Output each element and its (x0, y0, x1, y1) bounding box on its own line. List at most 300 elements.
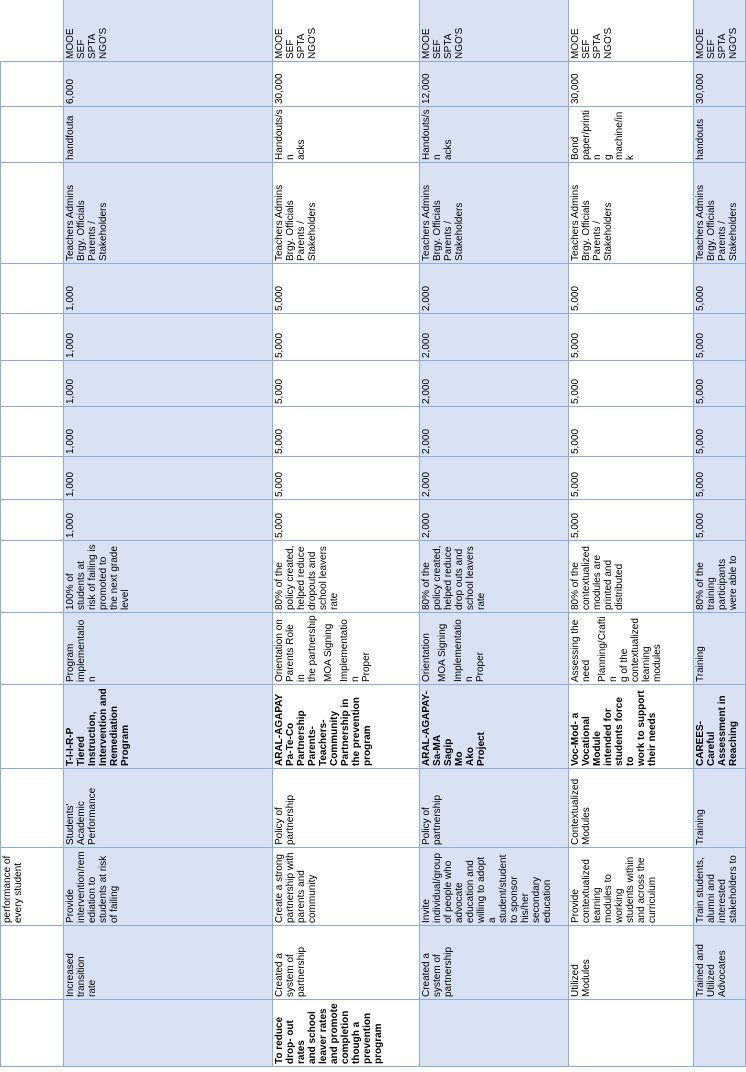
cell-line: handouts (695, 118, 706, 160)
table-cell (64, 500, 273, 541)
cell-line: learning (592, 887, 603, 923)
cell-line: 80% of the (570, 562, 581, 610)
cell-line: program (373, 1023, 384, 1064)
cell-line: SEF (432, 39, 443, 59)
table-cell (1, 62, 64, 107)
cell-line: Stakeholders (98, 202, 109, 261)
cell-line: 2,000 (421, 332, 432, 358)
cell-line: Teachers Admins (65, 184, 76, 261)
cell-line: Teachers Admins (421, 184, 432, 261)
cell-line: To reduce (274, 1016, 285, 1064)
table-row (420, 0, 569, 1067)
cell-line: Parents / (87, 220, 98, 261)
cell-line: Parents / (443, 220, 454, 261)
table-cell (273, 457, 420, 500)
cell-line: Planning/Craftin (597, 616, 619, 682)
cell-line: NGO'S (98, 27, 109, 59)
cell-line: MOA Signing (323, 623, 334, 682)
cell-line: contextualized (581, 859, 592, 923)
cell-line: Advocates (717, 950, 728, 997)
cell-line: SEF (581, 39, 592, 59)
cell-line: Voc-Mod- a (570, 712, 581, 766)
table-cell (273, 848, 420, 926)
cell-line: SPTA (592, 33, 603, 59)
cell-line: Train students, (695, 857, 706, 923)
table-cell (64, 1000, 273, 1067)
table-cell (569, 163, 694, 264)
cell-line: MOOE (274, 28, 285, 59)
cell-line: Students' (65, 803, 76, 845)
cell-line: Parents Role in (285, 624, 307, 682)
cell-line: Proper (475, 651, 486, 682)
table-cell (64, 926, 273, 1000)
cell-line: Brgy. Officials (285, 200, 296, 261)
cell-line: participants (717, 558, 728, 610)
cell-line: Teachers Admins (570, 184, 581, 261)
table-cell (569, 107, 694, 163)
cell-line: Program (120, 724, 131, 766)
table-cell (569, 314, 694, 361)
cell-line: to sponsor (509, 876, 520, 923)
cell-line: Sagip (443, 738, 454, 766)
cell-line: Ako (465, 747, 476, 766)
table-cell (420, 107, 569, 163)
table-cell (694, 107, 746, 163)
cell-line: interested (717, 879, 728, 923)
cell-line: Trained and (695, 944, 706, 997)
cell-line: Community (329, 711, 340, 766)
cell-line: SEF (76, 39, 87, 59)
table-cell (64, 769, 273, 848)
cell-line: prevention (362, 1012, 373, 1064)
cell-line: contextualized (630, 618, 641, 682)
table-cell (694, 163, 746, 264)
cell-line: Brgy. Officials (581, 200, 592, 261)
cell-line: learning (641, 646, 652, 682)
table-row (64, 0, 273, 1067)
cell-line: Policy of (421, 807, 432, 845)
cell-line: NGO'S (728, 27, 739, 59)
cell-line: Tiered (76, 736, 87, 766)
cell-line: MOOE (421, 28, 432, 59)
cell-line: 2,000 (421, 512, 432, 538)
cell-line: Stakeholders (307, 202, 318, 261)
cell-line: T-I-I-R-P (65, 727, 76, 766)
table-cell (64, 0, 273, 62)
cell-line: dropouts and (307, 551, 318, 610)
cell-line: the next grade (109, 546, 120, 610)
cell-line: MOOE (570, 28, 581, 59)
cell-line: helped reduce (296, 546, 307, 610)
cell-line: students force to (614, 697, 636, 766)
table-cell (1, 457, 64, 500)
cell-line: policy created, (285, 545, 296, 610)
table-cell (569, 926, 694, 1000)
cell-line: Sa-MA (432, 734, 443, 766)
cell-line: Partnership (296, 710, 307, 766)
cell-line: risk of failing is (87, 544, 98, 610)
table-cell (273, 613, 420, 685)
table-cell (1, 500, 64, 541)
cell-line: 12,000 (421, 73, 432, 104)
table-cell (420, 0, 569, 62)
cell-line: Academic (76, 801, 87, 845)
cell-line: drop- out rates (285, 1020, 307, 1064)
table-cell (694, 613, 746, 685)
cell-line: alumni and (706, 874, 717, 923)
cell-line: Brgy. Officials (706, 200, 717, 261)
cell-line: Created a (421, 953, 432, 997)
table-cell (64, 314, 273, 361)
cell-line: 2,000 (421, 471, 432, 497)
cell-line: 2,000 (421, 428, 432, 454)
table-cell (694, 314, 746, 361)
table-cell (694, 361, 746, 407)
cell-line: partnership (443, 946, 454, 997)
cell-line: Created a (274, 953, 285, 997)
cell-line: 1,000 (65, 332, 76, 358)
cell-line: Reaching (728, 720, 739, 766)
cell-line: stakeholders to (728, 855, 739, 923)
table-cell (420, 848, 569, 926)
cell-line: Handouts/sn (274, 109, 296, 160)
cell-line: students within (625, 856, 636, 923)
cell-line: education and (465, 860, 476, 923)
cell-line: partnership with (285, 852, 296, 923)
cell-line: 1,000 (65, 428, 76, 454)
table-cell (273, 0, 420, 62)
cell-line: Parents / (717, 220, 728, 261)
cell-line: 5,000 (570, 285, 581, 311)
table-cell (694, 264, 746, 314)
table-cell (273, 62, 420, 107)
cell-line: acks (296, 139, 307, 160)
table-cell (420, 62, 569, 107)
cell-line: Training (695, 646, 706, 682)
cell-line: SEF (706, 39, 717, 59)
cell-line: g of the (619, 648, 630, 682)
cell-line: Performance (87, 787, 98, 845)
cell-line: parents and (296, 870, 307, 923)
cell-line: 5,000 (274, 471, 285, 497)
table-cell (1, 314, 64, 361)
table-cell (694, 457, 746, 500)
cell-line: 80% of the (274, 562, 285, 610)
cell-line: modules are (592, 554, 603, 610)
cell-line: ARAL-AGAPAY (274, 693, 285, 766)
table-cell (1, 407, 64, 457)
cell-line: 30,000 (695, 73, 706, 104)
table-cell (273, 541, 420, 613)
cell-line: intended for (603, 708, 614, 766)
table-cell (1, 926, 64, 1000)
table-cell (569, 541, 694, 613)
cell-line: every student (13, 862, 24, 923)
cell-line: NGO'S (307, 27, 318, 59)
cell-line: Assessment in (717, 695, 728, 766)
cell-line: helped reduce (443, 546, 454, 610)
cell-line: need (581, 659, 592, 682)
table-cell (1, 613, 64, 685)
cell-line: and school (307, 1011, 318, 1064)
cell-line: CAREES- (695, 720, 706, 766)
table-cell (273, 1000, 420, 1067)
table-cell (420, 407, 569, 457)
table-cell (694, 1000, 746, 1067)
cell-line: program (362, 725, 373, 766)
cell-line: Stakeholders (603, 202, 614, 261)
table-cell (569, 457, 694, 500)
table-cell (1, 541, 64, 613)
cell-line: Utilized (706, 964, 717, 997)
cell-line: were able to (728, 555, 739, 610)
cell-line: paper/printin (581, 109, 603, 160)
table-cell (1, 848, 64, 926)
cell-line: 5,000 (274, 512, 285, 538)
cell-line: system of (432, 954, 443, 997)
cell-line: Orientation on (274, 619, 285, 682)
cell-line: MOOE (65, 28, 76, 59)
cell-line: Implementation (453, 619, 475, 682)
cell-line: 5,000 (274, 378, 285, 404)
cell-line: 5,000 (695, 285, 706, 311)
table-cell (64, 62, 273, 107)
cell-line: Careful (706, 731, 717, 766)
table-cell (64, 163, 273, 264)
cell-line: Bond (570, 136, 581, 160)
cell-line: modules (652, 644, 663, 682)
cell-line: a (487, 917, 498, 923)
table-cell (420, 541, 569, 613)
table-cell (273, 163, 420, 264)
cell-line: 5,000 (570, 471, 581, 497)
cell-line: Implementation (339, 619, 361, 682)
cell-line: and promote (329, 1003, 340, 1064)
table-cell (569, 264, 694, 314)
cell-line: Mo (454, 751, 465, 766)
cell-line: 5,000 (695, 428, 706, 454)
cell-line: partnership (296, 946, 307, 997)
cell-line: 1,000 (65, 512, 76, 538)
cell-line: Module (592, 731, 603, 766)
cell-line: handfouta (65, 115, 76, 160)
table-cell (420, 361, 569, 407)
cell-line: partnership (285, 794, 296, 845)
table-cell (64, 685, 273, 769)
table-cell (1, 1000, 64, 1067)
table-cell (64, 541, 273, 613)
table-cell (420, 685, 569, 769)
table-cell (273, 500, 420, 541)
table-cell (569, 613, 694, 685)
table-cell (420, 163, 569, 264)
cell-line: Policy of (274, 807, 285, 845)
cell-line: distributed (614, 563, 625, 610)
cell-line: the partnership (307, 615, 318, 682)
cell-line: NGO'S (603, 27, 614, 59)
cell-line: willing to adopt (476, 856, 487, 923)
cell-line: Teachers Admins (274, 184, 285, 261)
table-cell (273, 264, 420, 314)
table-cell (64, 264, 273, 314)
cell-line: 5,000 (570, 332, 581, 358)
cell-line: drop outs and (454, 548, 465, 610)
cell-line: individual/group (432, 852, 443, 923)
table-cell (569, 1000, 694, 1067)
cell-line: SPTA (443, 33, 454, 59)
cell-line: 5,000 (695, 471, 706, 497)
cell-line: Instruction, (87, 711, 98, 766)
cell-line: their needs (647, 712, 658, 766)
cell-line: SPTA (87, 33, 98, 59)
cell-line: 100% of (65, 573, 76, 610)
cell-line: rate (87, 979, 98, 997)
cell-line: partnership (432, 794, 443, 845)
cell-line: completion (340, 1010, 351, 1064)
cell-line: Parents- (307, 725, 318, 766)
cell-line: school leavers (318, 546, 329, 610)
cell-line: Vocational (581, 716, 592, 766)
cell-line: Parents / (592, 220, 603, 261)
table-cell (569, 685, 694, 769)
cell-line: rate (329, 592, 340, 610)
cell-line: 1,000 (65, 471, 76, 497)
cell-line: the prevention (351, 697, 362, 766)
table-cell (273, 314, 420, 361)
cell-line: 5,000 (274, 332, 285, 358)
cell-line: Stakeholders (454, 202, 465, 261)
cell-line: Teachers Admins (695, 184, 706, 261)
cell-line: 5,000 (695, 332, 706, 358)
cell-line: policy created, (432, 545, 443, 610)
table-cell (694, 685, 746, 769)
cell-line: Utilized (570, 964, 581, 997)
table-row (569, 0, 694, 1067)
cell-line: 80% of the (421, 562, 432, 610)
cell-line: 1,000 (65, 285, 76, 311)
cell-line: implementation (76, 619, 98, 682)
table-cell (1, 163, 64, 264)
cell-line: Provide (65, 889, 76, 923)
table-cell (1, 264, 64, 314)
cell-line: work to support (636, 690, 647, 766)
cell-line: Training (695, 809, 706, 845)
cell-line: modules to (603, 874, 614, 923)
cell-line: Stakeholders (728, 202, 739, 261)
cell-line: Modules (581, 959, 592, 997)
cell-line: 2,000 (421, 378, 432, 404)
cell-line: Contextualized (570, 778, 581, 845)
cell-line: 2,000 (421, 285, 432, 311)
cell-line: Handouts/sn (421, 109, 443, 160)
cell-line: ediation to (87, 876, 98, 923)
cell-line: Remediation (109, 705, 120, 766)
cell-line: though a (351, 1021, 362, 1064)
table-cell (569, 407, 694, 457)
cell-line: education (542, 879, 553, 923)
table-cell (420, 769, 569, 848)
table-cell (64, 457, 273, 500)
table-cell (273, 926, 420, 1000)
table-cell (694, 926, 746, 1000)
cell-line: MOOE (695, 28, 706, 59)
table-cell (1, 107, 64, 163)
cell-line: Proper (361, 651, 372, 682)
cell-line: 5,000 (695, 378, 706, 404)
cell-line: and across the (636, 857, 647, 923)
table-row (694, 0, 746, 1067)
table-cell (64, 407, 273, 457)
cell-line: of failing (109, 885, 120, 923)
cell-line: Partnership in (340, 698, 351, 766)
cell-line: level (120, 589, 131, 610)
table-cell (694, 848, 746, 926)
table-cell (694, 62, 746, 107)
cell-line: Brgy. Officials (76, 200, 87, 261)
cell-line: Parents / (296, 220, 307, 261)
table-cell (569, 848, 694, 926)
cell-line: Create a strong (274, 854, 285, 923)
table-cell (694, 407, 746, 457)
cell-line: curriculum (647, 876, 658, 923)
table-cell (694, 500, 746, 541)
cell-line: Brgy. Officials (432, 200, 443, 261)
cell-line: 80% of the (695, 562, 706, 610)
cell-line: Increased (65, 953, 76, 997)
cell-line: ARAL-AGAPAY- (421, 690, 432, 766)
cell-line: 6,000 (65, 78, 76, 104)
cell-line: Program (65, 643, 76, 682)
cell-line: students at (76, 561, 87, 610)
cell-line: NGO'S (454, 27, 465, 59)
table-cell (1, 685, 64, 769)
table-cell (569, 769, 694, 848)
cell-line: promoted to (98, 556, 109, 610)
cell-line: Modules (581, 807, 592, 845)
cell-line: printed and (603, 559, 614, 610)
table-cell (64, 848, 273, 926)
table-cell (569, 361, 694, 407)
cell-line: 5,000 (570, 512, 581, 538)
cell-line: 5,000 (274, 428, 285, 454)
table-cell (420, 1000, 569, 1067)
cell-line: working (614, 888, 625, 923)
table-cell (273, 361, 420, 407)
cell-line: g (603, 154, 614, 160)
table-cell (1, 769, 64, 848)
table-cell (273, 685, 420, 769)
cell-line: Intervention and (98, 688, 109, 766)
table-cell (569, 500, 694, 541)
table-cell (420, 500, 569, 541)
cell-line: students at risk (98, 855, 109, 923)
cell-line: Provide (570, 889, 581, 923)
cell-line: 30,000 (570, 73, 581, 104)
table-row (273, 0, 420, 1067)
cell-line: 30,000 (274, 73, 285, 104)
cell-line: Project (476, 732, 487, 766)
table-cell (420, 264, 569, 314)
cell-line: acks (443, 139, 454, 160)
cell-line: intervention/rem (76, 851, 87, 923)
cell-line: community (307, 874, 318, 923)
cell-line: 5,000 (695, 512, 706, 538)
table-row (1, 0, 64, 1067)
table-cell (420, 457, 569, 500)
cell-line: secondary (531, 876, 542, 923)
cell-line: 5,000 (570, 428, 581, 454)
cell-line: rate (476, 592, 487, 610)
